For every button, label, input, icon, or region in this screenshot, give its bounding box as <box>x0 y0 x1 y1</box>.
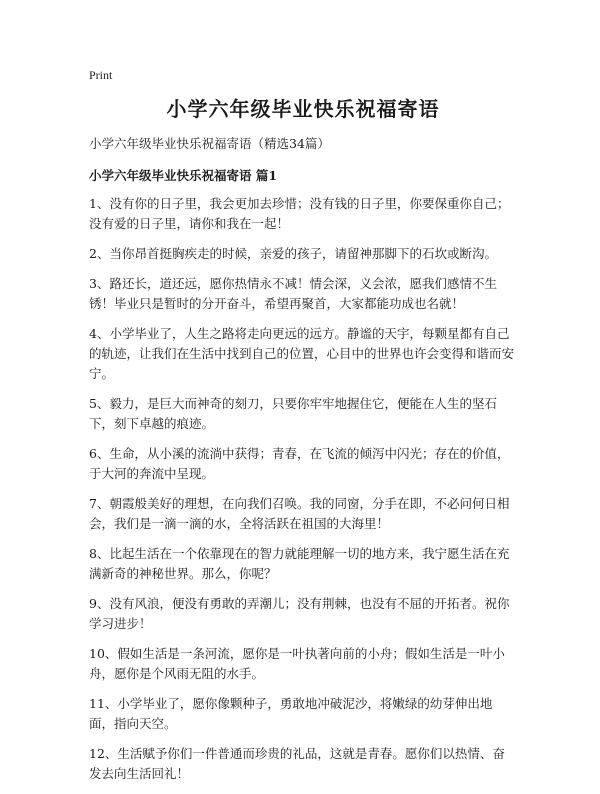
paragraph: 12、生活赋予你们一件普通而珍贵的礼品，这就是青春。愿你们以热情、奋发去向生活回礼！ <box>89 746 505 781</box>
paragraph: 9、没有风浪，便没有勇敢的弄潮儿；没有荆棘，也没有不屈的开拓者。祝你学习进步！ <box>89 596 510 631</box>
paragraph: 10、假如生活是一条河流，愿你是一叶执著向前的小舟；假如生活是一叶小舟，愿你是个风雨无阻的水手。 <box>89 646 505 681</box>
paragraph: 11、小学毕业了，愿你像颗种子，勇敢地冲破泥沙，将嫩绿的幼芽伸出地面，指向天空。 <box>89 696 493 731</box>
paragraph: 4、小学毕业了，人生之路将走向更远的远方。静谧的天宇，每颗星都有自己的轨迹，让我们在生活中找到自己的位置，心目中的世界也许会变得和谐而安宁。 <box>89 326 515 381</box>
paragraph: 1、没有你的日子里，我会更加去珍惜；没有钱的日子里，你要保重你自己；没有爱的日子里，请你和我在一起！ <box>89 196 510 231</box>
paragraph: 2、当你昂首挺胸疾走的时候，亲爱的孩子，请留神那脚下的石坎或断沟。 <box>89 246 497 261</box>
section-heading: 小学六年级毕业快乐祝福寄语 篇1 <box>89 168 278 183</box>
paragraph: 3、路还长，道还远，愿你热情永不减！情会深，义会浓，愿我们感情不生锈！毕业只是暂时的分开奋斗，希望再聚首，大家都能功成也名就！ <box>89 276 497 311</box>
paragraph: 6、生命，从小溪的流淌中获得；青春，在飞流的倾泻中闪光；存在的价值，于大河的奔流中呈现。 <box>89 446 510 481</box>
paragraph: 5、毅力，是巨大而神奇的刻刀，只要你牢牢地握住它，便能在人生的坚石下，刻下卓越的痕迹。 <box>89 396 497 431</box>
print-link[interactable]: Print <box>89 68 113 82</box>
paragraph: 7、朝霞般美好的理想，在向我们召唤。我的同窗，分手在即，不必问何日相会，我们是一滴一滴的水，全将活跃在祖国的大海里！ <box>89 496 510 531</box>
page-title: 小学六年级毕业快乐祝福寄语 <box>166 97 440 121</box>
document-page <box>89 68 517 794</box>
paragraph: 8、比起生活在一个依靠现在的智力就能理解一切的地方来，我宁愿生活在充满新奇的神秘世界。那么，你呢？ <box>89 546 510 581</box>
document-subtitle: 小学六年级毕业快乐祝福寄语（精选34篇） <box>89 136 330 151</box>
